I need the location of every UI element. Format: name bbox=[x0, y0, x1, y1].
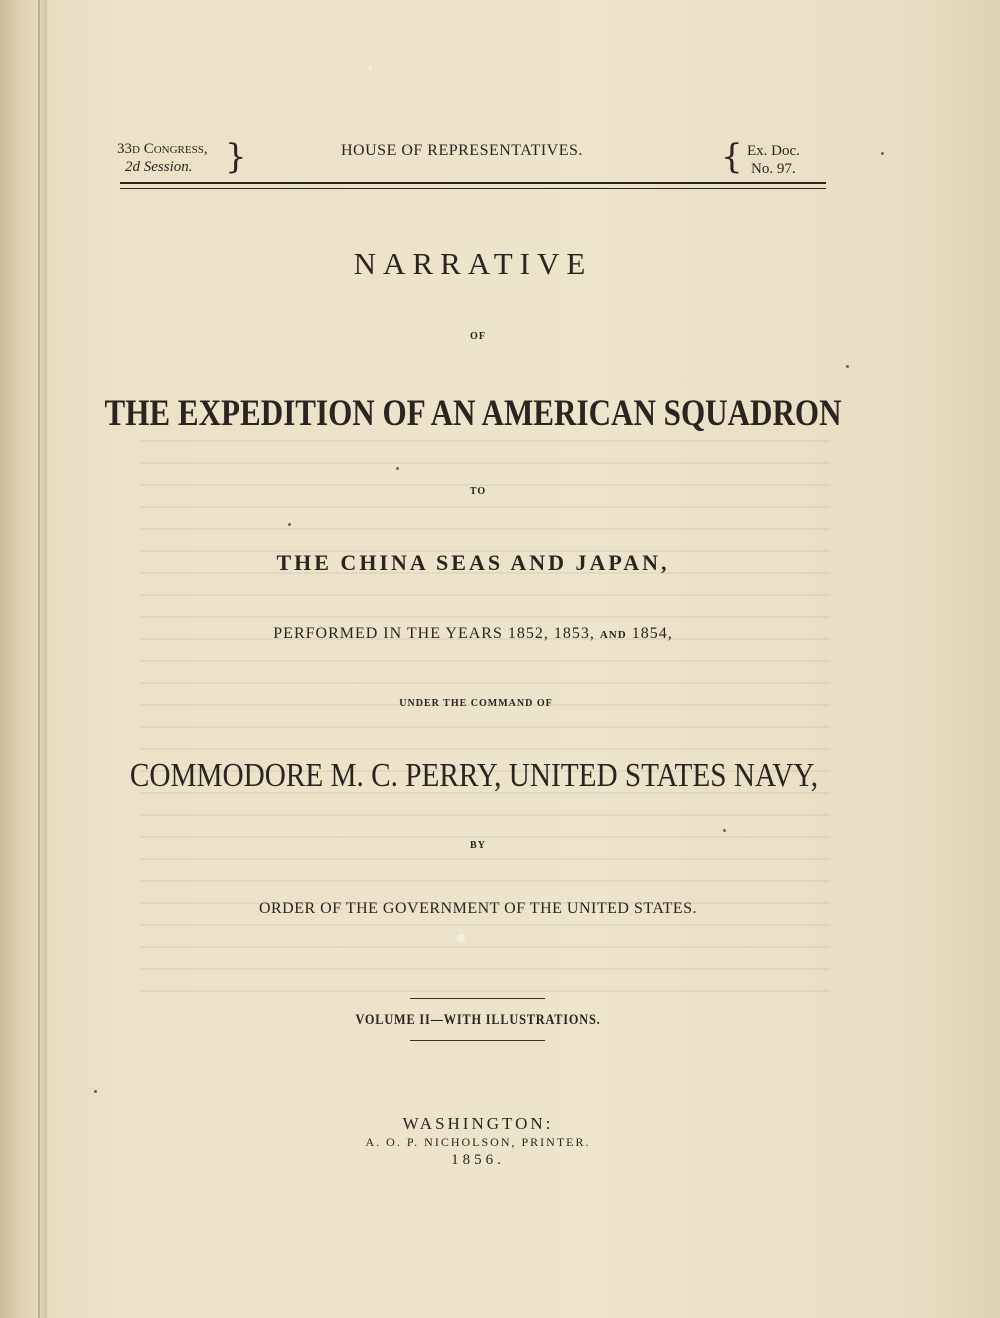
connector-to: TO bbox=[469, 486, 487, 497]
congress-label: 33d Congress, bbox=[117, 141, 208, 157]
performed-years bbox=[0, 625, 973, 643]
volume-rule-bottom bbox=[410, 1040, 545, 1041]
doc-number-label: No. 97. bbox=[751, 161, 796, 177]
imprint-year: 1856. bbox=[451, 1152, 505, 1168]
title-commodore: COMMODORE M. C. PERRY, UNITED STATES NAVY, bbox=[129, 757, 819, 794]
volume-label: VOLUME II—WITH ILLUSTRATIONS. bbox=[355, 1012, 601, 1028]
right-brace-icon: { bbox=[721, 137, 743, 177]
paper-speck bbox=[881, 152, 884, 155]
paper-speck bbox=[369, 66, 372, 69]
connector-by: BY bbox=[470, 840, 486, 851]
document-number bbox=[747, 142, 800, 178]
imprint-printer: A. O. P. NICHOLSON, PRINTER. bbox=[365, 1135, 591, 1149]
paper-speck bbox=[288, 523, 291, 526]
session-label: 2d Session. bbox=[125, 159, 193, 175]
title-destination: THE CHINA SEAS AND JAPAN, bbox=[276, 550, 670, 575]
paper-speck bbox=[94, 1090, 97, 1093]
paper-speck bbox=[396, 467, 399, 470]
imprint-city: WASHINGTON: bbox=[402, 1114, 554, 1133]
document-header bbox=[117, 137, 827, 184]
performed-prefix: PERFORMED IN THE YEARS 1852, 1853, bbox=[273, 625, 600, 642]
header-double-rule bbox=[120, 182, 826, 189]
performed-and: and bbox=[599, 625, 627, 642]
paper-speck bbox=[457, 934, 465, 942]
left-brace-icon: } bbox=[225, 137, 247, 177]
congress-session bbox=[117, 140, 208, 176]
paper-speck bbox=[846, 365, 849, 368]
order-of-government: ORDER OF THE GOVERNMENT OF THE UNITED STATES. bbox=[258, 900, 698, 917]
house-heading: HOUSE OF REPRESENTATIVES. bbox=[341, 142, 583, 159]
performed-suffix: 1854, bbox=[626, 625, 673, 642]
volume-rule-top bbox=[410, 998, 545, 999]
doc-type-label: Ex. Doc. bbox=[747, 143, 800, 159]
title-narrative: NARRATIVE bbox=[353, 246, 593, 281]
title-expedition: THE EXPEDITION OF AN AMERICAN SQUADRON bbox=[104, 393, 842, 434]
paper-speck bbox=[723, 829, 726, 832]
connector-of: OF bbox=[470, 331, 486, 342]
under-command-of: UNDER THE COMMAND OF bbox=[399, 698, 553, 709]
